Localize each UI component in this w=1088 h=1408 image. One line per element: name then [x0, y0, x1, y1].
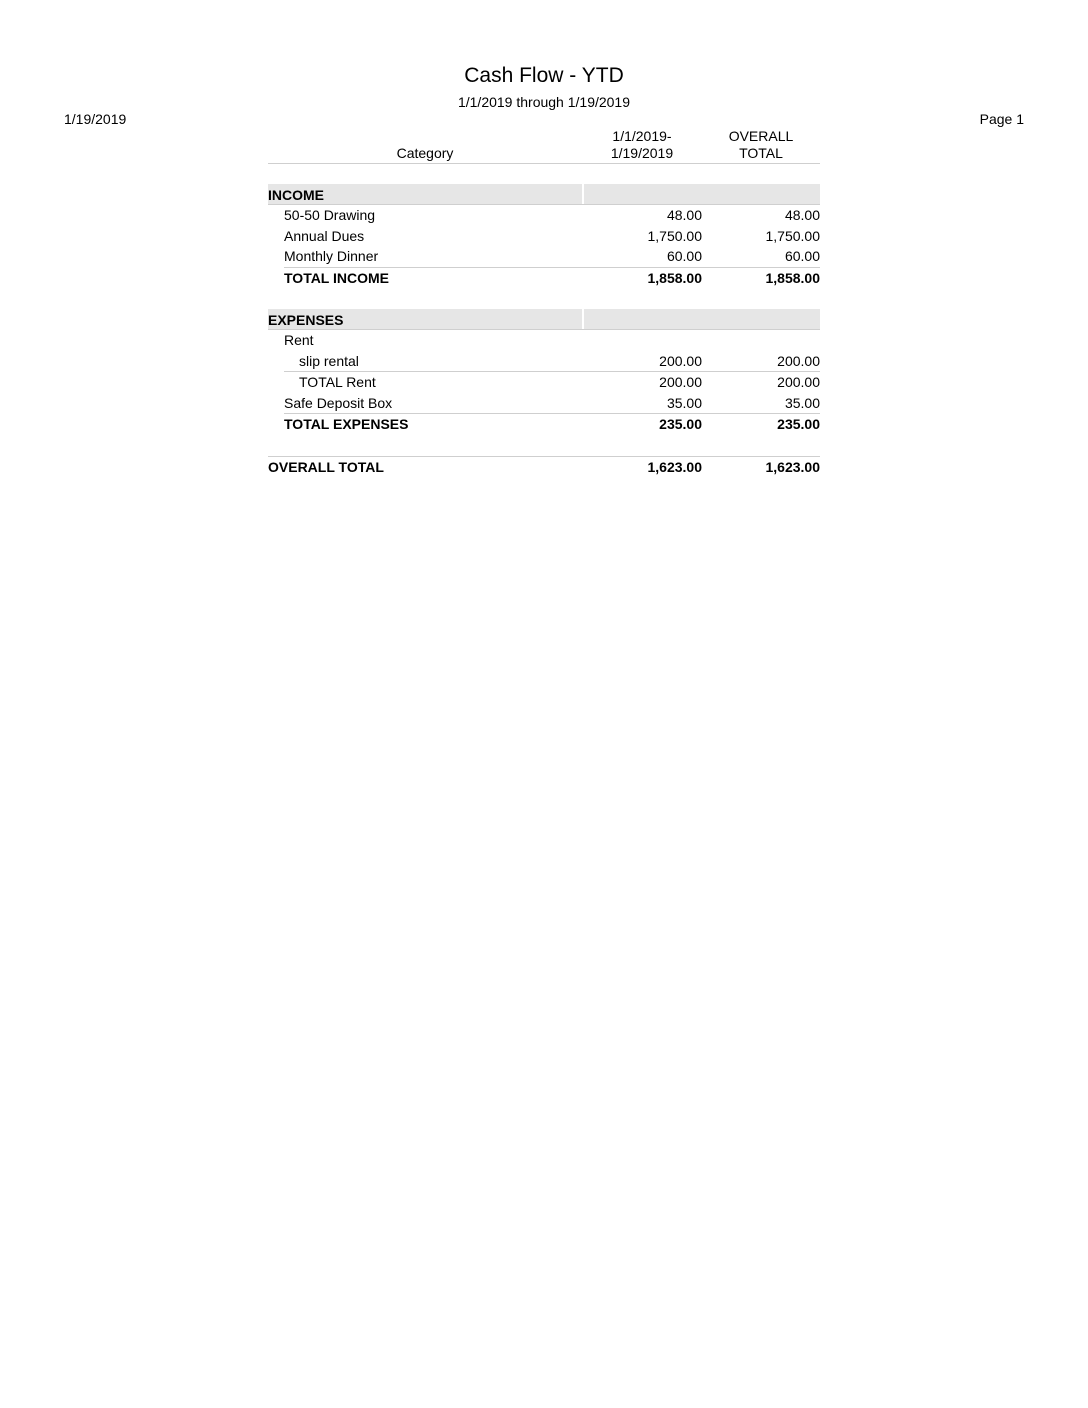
table-row [268, 393, 820, 414]
total-income-row [284, 267, 820, 289]
period-column-header [582, 128, 702, 162]
overall-value: 200.00 [777, 352, 820, 369]
row-label: Monthly Dinner [284, 248, 379, 264]
row-label: TOTAL Rent [299, 374, 376, 390]
period-value: 200.00 [659, 352, 702, 369]
income-section-header [268, 184, 820, 205]
row-label: slip rental [299, 352, 359, 369]
period-header-line1: 1/1/2019- [612, 128, 672, 144]
row-label: 50-50 Drawing [284, 207, 376, 223]
period-value: 235.00 [659, 416, 702, 432]
overall-value: 1,750.00 [765, 227, 820, 244]
row-label: Rent [284, 332, 314, 348]
row-label: Annual Dues [284, 227, 365, 244]
row-label: OVERALL TOTAL [268, 458, 384, 475]
overall-value: 200.00 [777, 374, 820, 390]
table-row [268, 330, 820, 351]
total-rent-row [284, 371, 820, 393]
row-label: TOTAL INCOME [284, 269, 389, 286]
row-label: TOTAL EXPENSES [284, 416, 409, 432]
period-header-line2: 1/19/2019 [610, 145, 674, 161]
report-date-range: 1/1/2019 through 1/19/2019 [457, 94, 631, 110]
category-column-header: Category [396, 145, 454, 161]
overall-value: 235.00 [777, 416, 820, 432]
print-date: 1/19/2019 [64, 111, 127, 127]
row-label: Safe Deposit Box [284, 394, 393, 411]
cash-flow-table [268, 125, 820, 477]
table-row [268, 246, 820, 267]
table-row [268, 226, 820, 247]
overall-header-line1: OVERALL [728, 128, 794, 144]
overall-total-row [268, 456, 820, 478]
expenses-section-header [268, 309, 820, 330]
overall-value: 1,623.00 [765, 458, 820, 475]
page-number: Page 1 [979, 111, 1024, 127]
period-value: 1,858.00 [647, 269, 702, 286]
period-value: 1,750.00 [647, 227, 702, 244]
table-row [268, 205, 820, 226]
table-row [268, 351, 820, 372]
overall-value: 60.00 [784, 248, 820, 264]
overall-value: 35.00 [784, 394, 820, 411]
section-label: EXPENSES [268, 312, 344, 328]
period-value: 60.00 [666, 248, 702, 264]
overall-value: 1,858.00 [765, 269, 820, 286]
section-label: INCOME [268, 187, 324, 203]
period-value: 35.00 [666, 394, 702, 411]
table-header [268, 125, 820, 164]
period-value: 1,623.00 [647, 458, 702, 475]
total-expenses-row [284, 413, 820, 435]
period-value: 48.00 [666, 207, 702, 223]
overall-value: 48.00 [784, 207, 820, 223]
overall-column-header [702, 128, 820, 162]
report-title: Cash Flow - YTD [464, 64, 624, 87]
period-value: 200.00 [659, 374, 702, 390]
overall-header-line2: TOTAL [739, 145, 783, 161]
